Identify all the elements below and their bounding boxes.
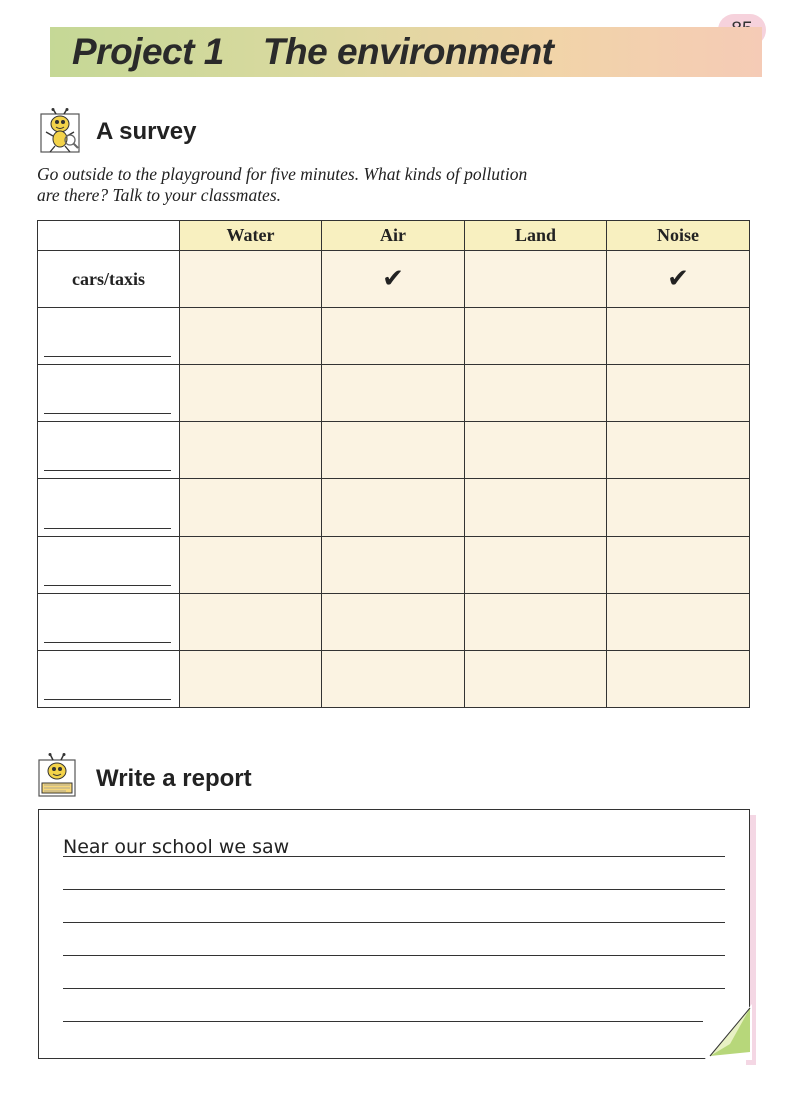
table-cell[interactable]	[607, 365, 750, 422]
table-cell[interactable]	[180, 650, 322, 707]
write-line	[44, 413, 171, 414]
write-line	[44, 356, 171, 357]
table-cell[interactable]	[465, 251, 607, 308]
row-label-blank[interactable]	[38, 650, 180, 707]
table-cell[interactable]	[607, 251, 750, 308]
write-line[interactable]	[63, 889, 725, 890]
row-label-blank[interactable]	[38, 422, 180, 479]
table-cell[interactable]	[607, 308, 750, 365]
survey-heading: A survey	[96, 118, 197, 145]
column-header-land: Land	[465, 221, 607, 251]
instruction-line: are there? Talk to your classmates.	[37, 185, 282, 205]
table-cell[interactable]	[465, 308, 607, 365]
table-cell[interactable]	[180, 365, 322, 422]
write-line[interactable]	[63, 955, 725, 956]
table-cell[interactable]	[322, 365, 465, 422]
table-cell[interactable]	[465, 650, 607, 707]
table-cell[interactable]	[322, 650, 465, 707]
ant-writing-icon	[36, 752, 80, 798]
write-line	[44, 470, 171, 471]
table-cell[interactable]	[180, 479, 322, 536]
table-cell[interactable]	[607, 650, 750, 707]
page-curl-icon	[704, 1004, 752, 1060]
write-line	[44, 528, 171, 529]
table-cell[interactable]	[465, 365, 607, 422]
check-mark: ✔	[667, 264, 689, 295]
table-cell[interactable]	[322, 536, 465, 593]
row-label-blank[interactable]	[38, 593, 180, 650]
table-cell[interactable]	[607, 479, 750, 536]
column-header-air: Air	[322, 221, 465, 251]
table-cell[interactable]	[465, 536, 607, 593]
column-header-water: Water	[180, 221, 322, 251]
table-cell[interactable]	[322, 479, 465, 536]
write-line	[44, 585, 171, 586]
write-line[interactable]	[63, 1021, 703, 1022]
write-line	[44, 642, 171, 643]
row-label-cars-taxis: cars/taxis	[38, 251, 180, 308]
write-line[interactable]	[63, 856, 725, 857]
row-label-blank[interactable]	[38, 479, 180, 536]
write-line[interactable]	[63, 922, 725, 923]
column-header-noise: Noise	[607, 221, 750, 251]
row-label-blank[interactable]	[38, 308, 180, 365]
instruction-line: Go outside to the playground for five minutes. What kinds of pollution	[37, 164, 528, 184]
table-cell[interactable]	[180, 251, 322, 308]
page-title: Project 1 The environment	[72, 31, 554, 72]
table-cell[interactable]	[322, 593, 465, 650]
table-cell[interactable]	[607, 593, 750, 650]
ant-mascot-icon	[40, 108, 84, 154]
title-banner	[50, 27, 762, 77]
table-cell[interactable]	[322, 422, 465, 479]
table-cell[interactable]	[180, 536, 322, 593]
write-line	[44, 699, 171, 700]
report-starter-text: Near our school we saw	[63, 836, 290, 858]
row-label-blank[interactable]	[38, 365, 180, 422]
survey-table	[37, 220, 750, 708]
table-cell[interactable]	[322, 308, 465, 365]
write-line[interactable]	[63, 988, 725, 989]
table-cell[interactable]	[322, 251, 465, 308]
table-cell[interactable]	[180, 422, 322, 479]
table-cell[interactable]	[180, 308, 322, 365]
table-cell[interactable]	[180, 593, 322, 650]
report-heading: Write a report	[96, 765, 252, 792]
check-mark: ✔	[382, 264, 404, 295]
survey-instructions	[37, 164, 627, 206]
table-cell[interactable]	[607, 536, 750, 593]
table-corner-cell	[38, 221, 180, 251]
table-cell[interactable]	[465, 479, 607, 536]
table-cell[interactable]	[465, 422, 607, 479]
row-label-blank[interactable]	[38, 536, 180, 593]
table-cell[interactable]	[465, 593, 607, 650]
table-cell[interactable]	[607, 422, 750, 479]
